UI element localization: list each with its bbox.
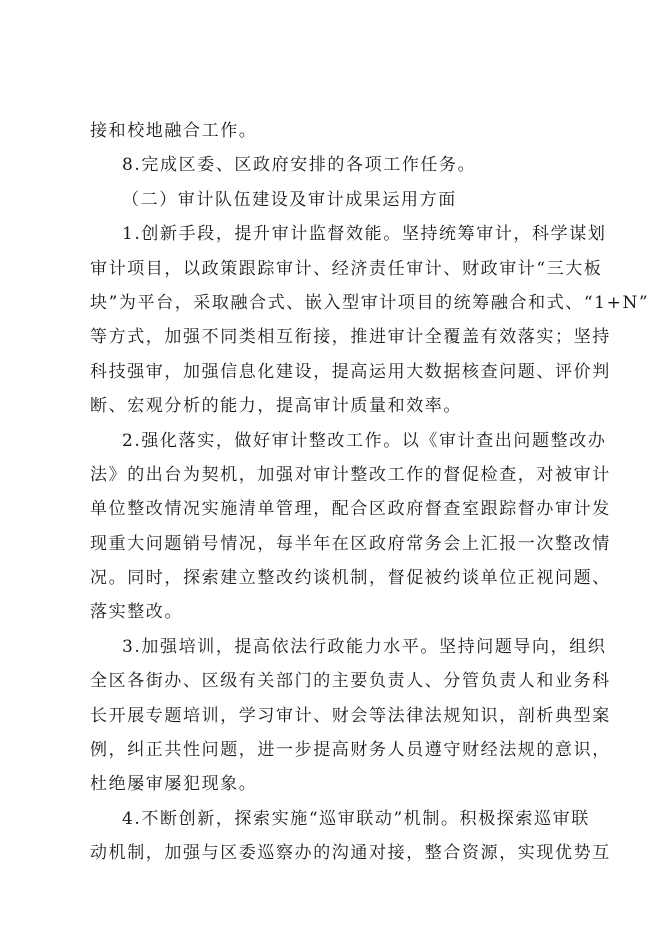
paragraph <box>90 424 611 630</box>
text-line: 1.创新手段，提升审计监督效能。坚持统筹审计，科学谋划 <box>122 224 607 245</box>
text-line: 法》的出台为契机，加强对审计整改工作的督促检查，对被审计 <box>90 464 611 485</box>
paragraph <box>90 148 578 182</box>
text-line: 杜绝屡审屡犯现象。 <box>90 774 258 795</box>
text-line: 例，纠正共性问题，进一步提高财务人员遵守财经法规的意识， <box>90 740 611 761</box>
text-line: 单位整改情况实施清单管理，配合区政府督查室跟踪督办审计发 <box>90 499 611 520</box>
paragraph <box>90 114 578 148</box>
text-line: 动机制，加强与区委巡察办的沟通对接，整合资源，实现优势互 <box>90 843 611 864</box>
text-line: 科技强审，加强信息化建设，提高运用大数据核查问题、评价判 <box>90 361 611 382</box>
paragraph <box>90 802 611 871</box>
text-line: 等方式，加强不同类相互衔接，推进审计全覆盖有效落实；坚持 <box>90 327 611 348</box>
text-line: 2.强化落实，做好审计整改工作。以《审计查出问题整改办 <box>122 430 607 451</box>
text-line: 接和校地融合工作。 <box>90 121 258 141</box>
text-line: 块”为平台，采取融合式、嵌入型审计项目的统筹融合和式、“1+N” <box>90 292 650 313</box>
text-line: 审计项目，以政策跟踪审计、经济责任审计、财政审计“三大板 <box>90 258 603 279</box>
text-line: 8.完成区委、区政府安排的各项工作任务。 <box>122 155 477 176</box>
section-heading <box>90 183 578 217</box>
text-line: 长开展专题培训，学习审计、财会等法律法规知识，剖析典型案 <box>90 705 611 726</box>
text-line: 全区各街办、区级有关部门的主要负责人、分管负责人和业务科 <box>90 671 611 692</box>
text-line: 况。同时，探索建立整改约谈机制，督促被约谈单位正视问题、 <box>90 568 611 589</box>
paragraph <box>90 630 611 802</box>
text-line: 3.加强培训，提高依法行政能力水平。坚持问题导向，组织 <box>122 636 607 657</box>
text-line: （二）审计队伍建设及审计成果运用方面 <box>122 189 457 210</box>
paragraph <box>90 217 650 423</box>
text-line: 断、宏观分析的能力，提高审计质量和效率。 <box>90 396 462 417</box>
text-line: 4.不断创新，探索实施“巡审联动”机制。积极探索巡审联 <box>122 808 590 829</box>
document-page <box>90 114 650 871</box>
text-line: 落实整改。 <box>90 602 183 623</box>
text-line: 现重大问题销号情况，每半年在区政府常务会上汇报一次整改情 <box>90 533 611 554</box>
